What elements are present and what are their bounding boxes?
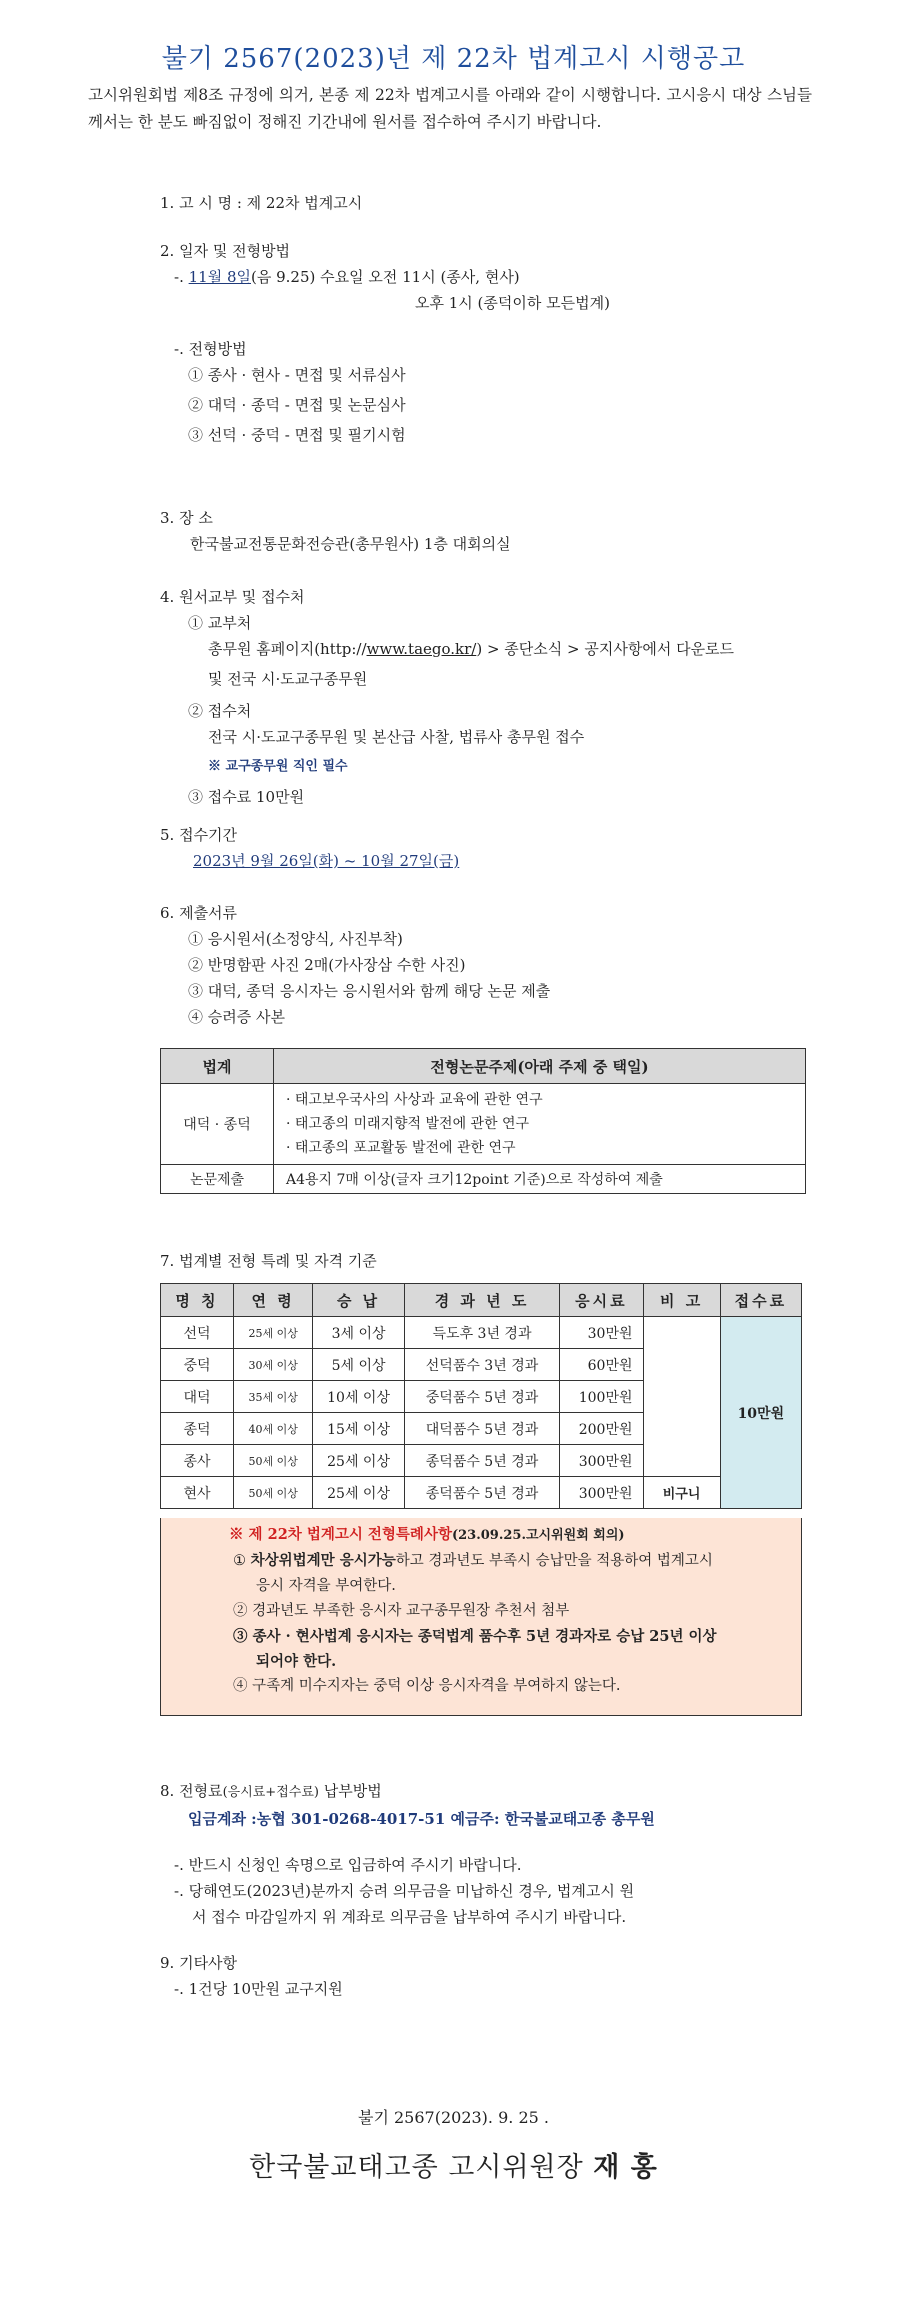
section-4 <box>160 584 820 810</box>
section-3-heading: 3. 장 소 <box>160 509 213 527</box>
reception-line: 전국 시·도교구종무원 및 본산급 사찰, 법류사 총무원 접수 <box>208 728 585 746</box>
issue-date: 불기 2567(2023). 9. 25 . <box>358 2108 549 2127</box>
grade-fee: 300만원 <box>560 1477 643 1509</box>
grade-name: 중덕 <box>161 1349 234 1381</box>
special-rule-1: ① 차상위법계만 응시가능하고 경과년도 부족시 승납만을 적용하여 법계고시 <box>233 1552 713 1569</box>
grade-name: 종덕 <box>161 1413 234 1445</box>
method-item-3: ③ 선덕 · 중덕 - 면접 및 필기시험 <box>188 426 406 444</box>
thesis-topic: · 태고종의 미래지향적 발전에 관한 연구 <box>286 1116 530 1132</box>
grades-header: 승 납 <box>313 1284 405 1317</box>
grade-elapsed: 대덕품수 5년 경과 <box>404 1413 559 1445</box>
reception-period: 2023년 9월 26일(화) ~ 10월 27일(금) <box>193 852 460 870</box>
thesis-topics <box>274 1084 806 1165</box>
section-2 <box>160 238 610 448</box>
section-2-heading: 2. 일자 및 전형방법 <box>160 242 291 260</box>
grade-name: 현사 <box>161 1477 234 1509</box>
grade-age: 25세 이상 <box>234 1317 313 1349</box>
grade-age: 50세 이상 <box>234 1445 313 1477</box>
thesis-submit-label: 논문제출 <box>161 1165 274 1194</box>
grade-seniority: 25세 이상 <box>313 1477 405 1509</box>
section-5 <box>160 822 459 874</box>
special-rules-box <box>160 1518 802 1716</box>
venue: 한국불교전통문화전승관(총무원사) 1층 대회의실 <box>190 535 511 553</box>
grade-seniority: 25세 이상 <box>313 1445 405 1477</box>
signer-title: 한국불교태고종 고시위원장 <box>249 2152 594 2183</box>
section-6 <box>160 900 550 1030</box>
method-heading: -. 전형방법 <box>174 340 247 358</box>
misc-note: -. 1건당 10만원 교구지원 <box>174 1980 343 1998</box>
distribution-heading: ① 교부처 <box>188 614 252 632</box>
grade-seniority: 15세 이상 <box>313 1413 405 1445</box>
grade-remark-empty <box>643 1317 720 1477</box>
grade-elapsed: 종덕품수 5년 경과 <box>404 1477 559 1509</box>
exam-date: 11월 8일 <box>188 268 251 286</box>
grade-fee: 100만원 <box>560 1381 643 1413</box>
table-row <box>161 1477 802 1509</box>
section-9-heading: 9. 기타사항 <box>160 1954 238 1972</box>
signer-name: 재 홍 <box>593 2152 658 2183</box>
special-rule-1-cont: 응시 자격을 부여한다. <box>256 1578 396 1594</box>
thesis-topic: · 태고보우국사의 사상과 교육에 관한 연구 <box>286 1092 543 1108</box>
signature-line <box>0 2145 907 2184</box>
date-line-1: -. 11월 8일(음 9.25) 수요일 오전 11시 (종사, 현사) <box>174 268 520 286</box>
special-rule-3: ③ 종사 · 현사법계 응시자는 종덕법계 품수후 5년 경과자로 승납 25년 이상 <box>233 1628 717 1645</box>
grade-fee: 300만원 <box>560 1445 643 1477</box>
grades-header: 응시료 <box>560 1284 643 1317</box>
thesis-header-grade: 법계 <box>161 1049 274 1084</box>
grades-header: 접수료 <box>720 1284 801 1317</box>
payment-account: 입금계좌 :농협 301-0268-4017-51 예금주: 한국불교태고종 총무원 <box>188 1810 655 1828</box>
grades-header: 연 령 <box>234 1284 313 1317</box>
grade-fee: 60만원 <box>560 1349 643 1381</box>
section-9 <box>160 1950 343 2002</box>
grade-age: 40세 이상 <box>234 1413 313 1445</box>
grades-header-row <box>161 1284 802 1317</box>
homepage-link[interactable]: www.taego.kr/ <box>366 640 477 658</box>
section-7-heading: 7. 법계별 전형 특례 및 자격 기준 <box>160 1252 377 1270</box>
method-item-2: ② 대덕 · 종덕 - 면접 및 논문심사 <box>188 396 406 414</box>
payment-note-2: -. 당해연도(2023년)분까지 승려 의무금을 미납하신 경우, 법계고시 원 <box>174 1882 635 1900</box>
thesis-table <box>160 1048 806 1194</box>
special-rule-2: ② 경과년도 부족한 응시자 교구종무원장 추천서 첨부 <box>233 1603 570 1619</box>
document-item-3: ③ 대덕, 종덕 응시자는 응시원서와 함께 해당 논문 제출 <box>188 982 551 1000</box>
section-8 <box>160 1778 820 1930</box>
table-row <box>161 1317 802 1349</box>
date-line-2: 오후 1시 (종덕이하 모든법계) <box>415 294 610 312</box>
thesis-topic: · 태고종의 포교활동 발전에 관한 연구 <box>286 1140 516 1156</box>
grade-name: 선덕 <box>161 1317 234 1349</box>
document-item-4: ④ 승려증 사본 <box>188 1008 285 1026</box>
exam-name: 1. 고 시 명 : 제 22차 법계고시 <box>160 194 363 212</box>
grades-header: 경 과 년 도 <box>404 1284 559 1317</box>
reception-heading: ② 접수처 <box>188 702 252 720</box>
page-title: 불기 2567(2023)년 제 22차 법계고시 시행공고 <box>161 44 746 74</box>
grade-age: 30세 이상 <box>234 1349 313 1381</box>
grades-table <box>160 1283 802 1509</box>
grade-elapsed: 득도후 3년 경과 <box>404 1317 559 1349</box>
section-1 <box>160 190 362 216</box>
grade-seniority: 3세 이상 <box>313 1317 405 1349</box>
distribution-line-2: 및 전국 시·도교구종무원 <box>208 670 368 688</box>
payment-note-2-cont: 서 접수 마감일까지 위 계좌로 의무금을 납부하여 주시기 바랍니다. <box>192 1908 627 1926</box>
grade-name: 종사 <box>161 1445 234 1477</box>
grade-age: 35세 이상 <box>234 1381 313 1413</box>
seal-required-note: ※ 교구종무원 직인 필수 <box>208 759 348 774</box>
intro-paragraph: 고시위원회법 제8조 규정에 의거, 본종 제 22차 법계고시를 아래와 같이 시행합니다. 고시응시 대상 스님들께서는 한 분도 빠짐없이 정해진 기간내에 원서를 접수하여 주시기 바랍니다. <box>88 86 812 131</box>
grade-seniority: 5세 이상 <box>313 1349 405 1381</box>
thesis-grade-label: 대덕 · 종덕 <box>161 1084 274 1165</box>
special-rules-heading: ※ 제 22차 법계고시 전형특례사항(23.09.25.고시위원회 회의) <box>229 1526 625 1543</box>
receipt-fee-cell: 10만원 <box>720 1317 801 1509</box>
grades-header: 명 칭 <box>161 1284 234 1317</box>
section-3 <box>160 505 511 557</box>
section-6-heading: 6. 제출서류 <box>160 904 238 922</box>
payment-note-1: -. 반드시 신청인 속명으로 입금하여 주시기 바랍니다. <box>174 1856 522 1874</box>
special-rule-3-cont: 되어야 한다. <box>256 1653 337 1670</box>
special-rule-4: ④ 구족계 미수지자는 중덕 이상 응시자격을 부여하지 않는다. <box>233 1678 621 1694</box>
grade-elapsed: 중덕품수 5년 경과 <box>404 1381 559 1413</box>
thesis-submit-rule: A4용지 7매 이상(글자 크기12point 기준)으로 작성하여 제출 <box>274 1165 806 1194</box>
section-4-heading: 4. 원서교부 및 접수처 <box>160 588 305 606</box>
grade-seniority: 10세 이상 <box>313 1381 405 1413</box>
thesis-header-topic: 전형논문주제(아래 주제 중 택일) <box>274 1049 806 1084</box>
grade-fee: 30만원 <box>560 1317 643 1349</box>
section-5-heading: 5. 접수기간 <box>160 826 238 844</box>
grades-header: 비 고 <box>643 1284 720 1317</box>
grade-remark: 비구니 <box>643 1477 720 1509</box>
section-8-heading: 8. 전형료(응시료+접수료) 납부방법 <box>160 1782 382 1800</box>
method-item-1: ① 종사 · 현사 - 면접 및 서류심사 <box>188 366 406 384</box>
grade-elapsed: 선덕품수 3년 경과 <box>404 1349 559 1381</box>
document-item-1: ① 응시원서(소정양식, 사진부착) <box>188 930 403 948</box>
document-item-2: ② 반명함판 사진 2매(가사장삼 수한 사진) <box>188 956 466 974</box>
grade-fee: 200만원 <box>560 1413 643 1445</box>
receipt-fee: ③ 접수료 10만원 <box>188 788 305 806</box>
grade-elapsed: 종덕품수 5년 경과 <box>404 1445 559 1477</box>
grade-name: 대덕 <box>161 1381 234 1413</box>
grade-age: 50세 이상 <box>234 1477 313 1509</box>
distribution-line-1: 총무원 홈페이지(http://www.taego.kr/) > 종단소식 > 공지사항에서 다운로드 <box>208 640 735 658</box>
